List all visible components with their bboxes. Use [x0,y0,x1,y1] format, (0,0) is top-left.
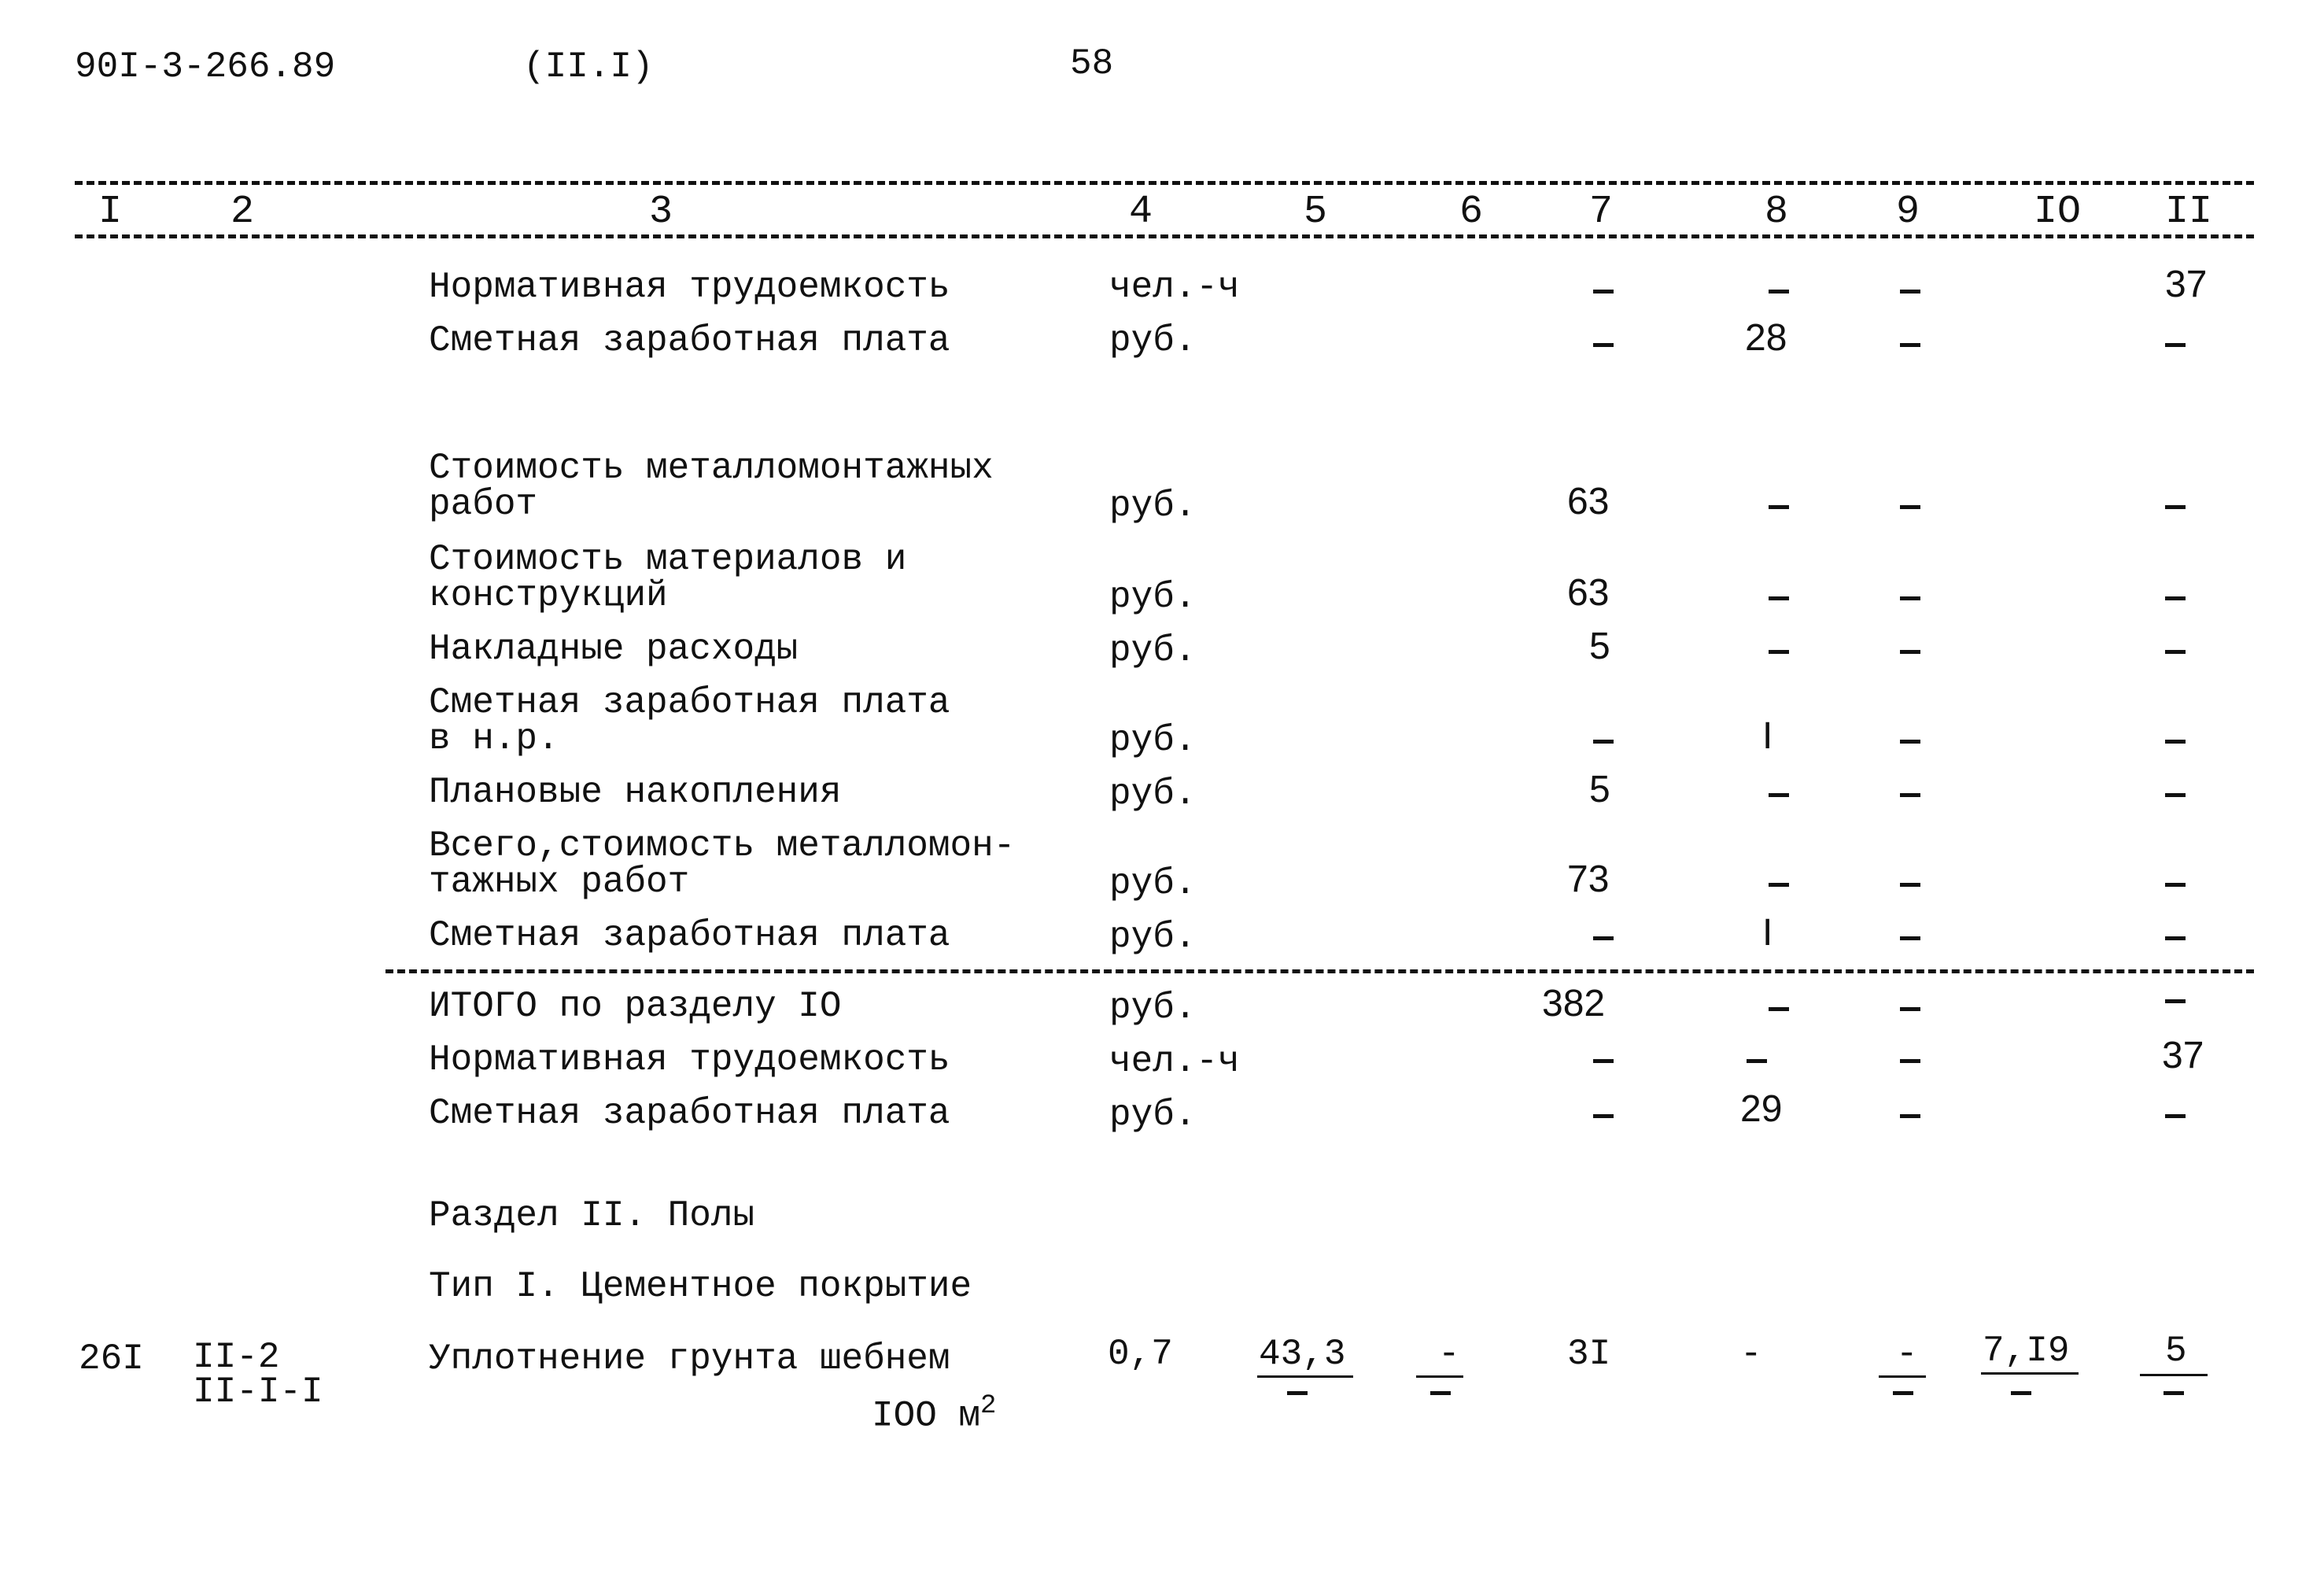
fraction-line [1257,1375,1353,1378]
unit-cell: руб. [1109,577,1197,618]
header-bottom-rule [75,234,2254,238]
subtotal-rule [385,969,2254,973]
empty-dash [1769,596,1789,600]
empty-dash [2165,1114,2186,1118]
column-number: 2 [230,190,255,234]
empty-dash [1900,1059,1920,1063]
value-cell: - [1740,1334,1762,1375]
empty-dash [1769,793,1789,797]
value-cell: 73 [1567,858,1610,900]
row-label: Стоимость металломонтажных [429,448,994,489]
unit-cell: руб. [1109,720,1197,761]
empty-dash [1769,883,1789,887]
empty-dash [1893,1391,1913,1395]
unit-cell: руб. [1109,988,1197,1028]
empty-dash [1900,343,1920,347]
value-cell: 7,I9 [1983,1331,2070,1371]
column-number: II [2164,190,2213,234]
value-cell: 0,7 [1108,1334,1173,1375]
empty-dash [1900,596,1920,600]
empty-dash [2165,596,2186,600]
empty-dash [2165,999,2186,1003]
value-cell: - [1896,1334,1918,1375]
empty-dash [2011,1391,2031,1395]
column-number: 6 [1459,190,1484,234]
row-label: работ [429,484,538,525]
empty-dash [1900,505,1920,509]
column-number: 9 [1895,190,1920,234]
empty-dash [2165,650,2186,654]
row-label: Плановые накопления [429,772,842,813]
row-label: конструкций [429,575,668,616]
value-cell: - [1438,1334,1460,1375]
empty-dash [1593,343,1614,347]
row-label: ИТОГО по разделу IO [429,986,842,1027]
row-label: Сметная заработная плата [429,682,950,723]
type-title: Тип I. Цементное покрытие [429,1266,972,1307]
row-label: Нормативная трудоемкость [429,1039,950,1080]
row-label: Сметная заработная плата [429,320,950,361]
fraction-line [1981,1372,2079,1375]
value-cell: 5 [1589,626,1610,667]
row-label: Сметная заработная плата [429,1093,950,1134]
row-label: Накладные расходы [429,629,799,670]
column-number: 3 [648,190,673,234]
column-number: 5 [1303,190,1328,234]
page-number: 58 [1070,43,1114,84]
empty-dash [2164,1391,2184,1395]
empty-dash [1769,290,1789,293]
fraction-line [1879,1375,1926,1378]
header-top-rule [75,181,2254,185]
value-cell: 382 [1542,983,1606,1024]
value-cell: 29 [1740,1088,1783,1130]
unit-exponent: 2 [980,1391,997,1421]
empty-dash [2165,936,2186,940]
value-cell: I [1762,715,1773,757]
value-cell: 28 [1745,317,1787,359]
row-label: тажных работ [429,862,690,903]
empty-dash [1769,1007,1789,1011]
empty-dash [2165,793,2186,797]
value-cell: 37 [2162,1035,2204,1076]
empty-dash [1900,650,1920,654]
empty-dash [1900,1007,1920,1011]
row-label: Стоимость материалов и [429,539,907,580]
empty-dash [1593,1059,1614,1063]
empty-dash [1900,290,1920,293]
value-cell: 63 [1567,572,1610,614]
empty-dash [2165,505,2186,509]
value-cell: 3I [1567,1334,1611,1375]
unit-cell [872,1391,997,1437]
empty-dash [1593,740,1614,744]
unit-cell: руб. [1109,863,1197,904]
item-number: 26I [79,1338,144,1379]
value-cell: I [1762,912,1773,954]
value-cell: 43,3 [1259,1334,1346,1375]
unit-cell: руб. [1109,485,1197,526]
empty-dash [1900,793,1920,797]
empty-dash [1593,936,1614,940]
empty-dash [1900,1114,1920,1118]
unit-cell: руб. [1109,917,1197,958]
empty-dash [1769,505,1789,509]
item-code: II-I-I [193,1371,323,1412]
unit-cell: руб. [1109,773,1197,814]
item-code: II-2 [193,1337,280,1378]
unit-cell: чел.-ч [1109,267,1240,308]
empty-dash [1769,650,1789,654]
document-code: 90I-3-266.89 [75,46,336,87]
fraction-line [1416,1375,1463,1378]
value-cell: 37 [2165,264,2208,305]
value-cell: 5 [2165,1331,2187,1371]
empty-dash [1430,1391,1451,1395]
unit-cell: руб. [1109,630,1197,671]
empty-dash [1593,290,1614,293]
row-label: Нормативная трудоемкость [429,267,950,308]
row-label: Всего,стоимость металломон- [429,825,1016,866]
unit-cell: руб. [1109,1095,1197,1135]
empty-dash [1900,936,1920,940]
empty-dash [1900,740,1920,744]
unit-text: IOO м [872,1395,981,1437]
fraction-line [2140,1374,2208,1376]
column-number: 4 [1128,190,1153,234]
row-label: Уплотнение грунта шебнем [429,1338,950,1379]
column-number: I [98,190,123,234]
column-number: IO [2033,190,2082,234]
empty-dash [2165,883,2186,887]
empty-dash [2165,343,2186,347]
empty-dash [1747,1059,1767,1063]
unit-cell: руб. [1109,320,1197,361]
unit-cell: чел.-ч [1109,1041,1240,1082]
empty-dash [2165,740,2186,744]
column-number: 7 [1588,190,1614,234]
row-label: Сметная заработная плата [429,915,950,956]
row-label: в н.р. [429,718,559,759]
empty-dash [1900,883,1920,887]
empty-dash [1593,1114,1614,1118]
value-cell: 5 [1589,769,1610,810]
value-cell: 63 [1567,481,1610,522]
empty-dash [1287,1391,1308,1395]
section-title: Раздел II. Полы [429,1195,755,1236]
section-code: (II.I) [523,46,654,87]
column-number: 8 [1764,190,1789,234]
